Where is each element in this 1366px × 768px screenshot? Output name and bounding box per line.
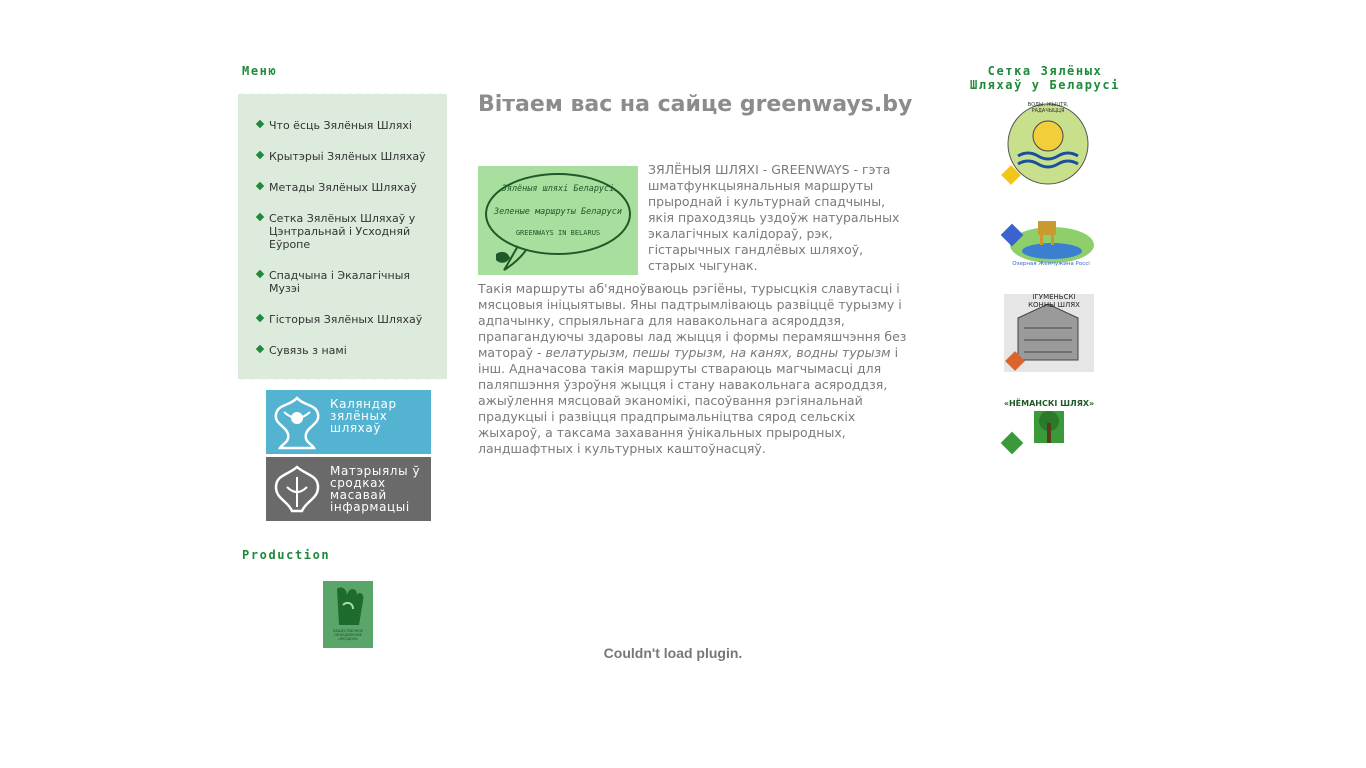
ecodom-logo[interactable] [323,581,373,648]
menu-item-label: Гісторыя Зялёных Шляхаў [269,313,423,326]
menu-torn-edge-bottom [238,375,447,383]
route-logo-horse-trail[interactable] [998,288,1096,378]
route-logo-waters[interactable] [996,100,1096,190]
paragraph-text: Такія маршруты аб'ядноўваюць рэгіёны, турысцкія славутасці і мясцовыя ініцыятывы. Яны падтрымліваюць развіццё турызму і адпачынку, спрыяльнага для навакольнага асяроддзя, прапагандуючы здаровы лад жыцця і формы перамяшчэння без матораў - [478,281,907,360]
plugin-error-message: Couldn't load plugin. [603,645,743,661]
route-logo-text: ВОДЫ, ЖЫЦТЯ, РАДАЧЫЦЦЯ [1027,102,1069,114]
menu-item-label: Что ёсць Зялёныя Шляхі [269,119,412,132]
network-header-line-1: Сетка Зялёных [987,64,1103,78]
route-logo-text: «НЁМАНСКІ ШЛЯХ» [1003,399,1095,408]
intro-paragraph-1: ЗЯЛЁНЫЯ ШЛЯХІ - GREENWAYS - гэта шматфункцыянальныя маршруты прыроднай і культурнай спадчыны, якія праходзяць уздоўж натуральных экалагічных калідораў, рэк, гістарычных гандлёвых шляхоў, старых чыгунак. [648,162,900,273]
banner-label: Каляндар зялёных шляхаў [330,397,397,435]
intro-paragraph-2 [478,281,908,457]
logo-line-ru: Зеленые маршруты Беларуси [494,207,622,217]
menu-torn-edge-top [238,90,447,98]
menu-item-label: Спадчына і Экалагічныя Музэі [269,269,411,295]
menu-item-criteria[interactable] [257,150,437,163]
menu-item-history[interactable] [257,313,437,326]
ecodom-logo-text: ОБЩЕСТВЕННОЕ ОБЪЕДИНЕНИЕ «ЭКОДОМ» [332,629,364,641]
sidebar-menu [238,94,447,379]
menu-item-label: Сетка Зялёных Шляхаў у Цэнтральнай і Усходняй Еўропе [269,212,416,251]
menu-header: Меню [242,64,278,78]
route-logo-neman[interactable] [998,395,1098,461]
route-logo-text: ІГУМЕНЬСКІ КОННЫ ШЛЯХ [1028,293,1080,309]
page-title: Вітаем вас на сайце greenways.by [478,92,913,117]
route-logo-text: Озерная Жемчужина Россi [1012,261,1090,267]
paragraph-italic-text: велатурызм, пешы турызм, на канях, водны турызм [545,345,891,360]
network-header-line-2: Шляхаў у Беларусі [969,78,1121,92]
logo-line-be: Зялёныя шляхі Беларусі [501,184,615,194]
speech-bubble-logo-icon [478,166,638,275]
menu-item-what-are-greenways[interactable] [257,119,437,132]
intro-content [478,162,908,464]
route-logo-lake[interactable] [996,205,1098,273]
greenways-belarus-logo [478,166,638,275]
menu-item-contact[interactable] [257,344,437,357]
menu-item-label: Сувязь з намі [269,344,347,357]
calendar-banner-link[interactable] [266,390,431,454]
logo-line-en: GREENWAYS IN BELARUS [515,229,601,237]
menu-item-methods[interactable] [257,181,437,194]
banner-label: Матэрыялы ў сродках масавай інфармацыі [330,464,421,514]
network-belarus-header [960,64,1130,92]
menu-item-label: Крытэрыі Зялёных Шляхаў [269,150,426,163]
paragraph-text: і інш. Адначасова такія маршруты ствараюць магчымасці для паляпшэння ўзроўня жыцця і стану навакольнага асяроддзя, ажыўлення мясцовай эканомікі, пасоўвання рэгіянальнай прадукцыі і развіцця прадпрымальніцтва сярод сельскіх жыхароў, а таксама захавання ўнікальных прыродных, ландшафтных і культурных каштоўнасцяў. [478,345,899,456]
production-header: Production [242,548,331,562]
folk-ornament-icon [270,461,324,517]
menu-item-heritage-museums[interactable] [257,269,437,295]
menu-item-network-europe[interactable] [257,212,437,251]
media-materials-banner-link[interactable] [266,457,431,521]
folk-ornament-icon [270,394,324,450]
menu-item-label: Метады Зялёных Шляхаў [269,181,417,194]
